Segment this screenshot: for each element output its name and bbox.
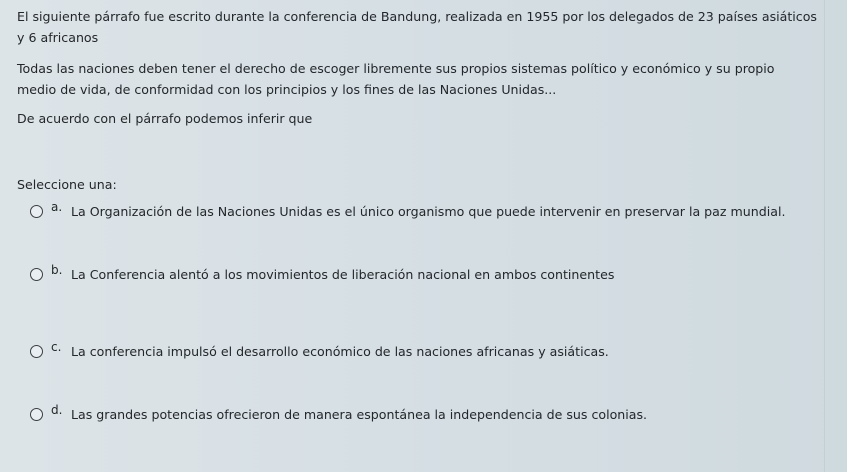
radio-button-d[interactable] [30, 408, 43, 421]
question-intro: El siguiente párrafo fue escrito durante la conferencia de Bandung, realizada en 1955 por los delegados de 23 países asiáticos y 6 africanos [17, 9, 817, 45]
option-text[interactable]: La Conferencia alentó a los movimientos de liberación nacional en ambos continentes [71, 267, 615, 282]
answer-option-b[interactable] [30, 263, 810, 285]
select-label: Seleccione una: [17, 177, 117, 192]
option-letter: a. [51, 200, 63, 214]
answer-option-d[interactable] [30, 403, 810, 425]
question-prompt: De acuerdo con el párrafo podemos inferir que [17, 111, 313, 126]
option-letter: c. [51, 340, 62, 354]
panel-edge [824, 0, 825, 472]
option-letter: b. [51, 263, 63, 277]
radio-button-c[interactable] [30, 345, 43, 358]
radio-button-a[interactable] [30, 205, 43, 218]
option-letter: d. [51, 403, 63, 417]
answer-option-a[interactable] [30, 200, 810, 222]
option-text[interactable]: La conferencia impulsó el desarrollo económico de las naciones africanas y asiáticas. [71, 344, 609, 359]
option-text[interactable]: La Organización de las Naciones Unidas es el único organismo que puede intervenir en preservar la paz mundial. [71, 204, 786, 219]
radio-button-b[interactable] [30, 268, 43, 281]
answer-option-c[interactable] [30, 340, 810, 362]
option-text[interactable]: Las grandes potencias ofrecieron de manera espontánea la independencia de sus colonias. [71, 407, 648, 422]
question-quote: Todas las naciones deben tener el derecho de escoger libremente sus propios sistemas político y económico y su propio medio de vida, de conformidad con los principios y los fines de las Naciones Unidas... [17, 61, 775, 97]
